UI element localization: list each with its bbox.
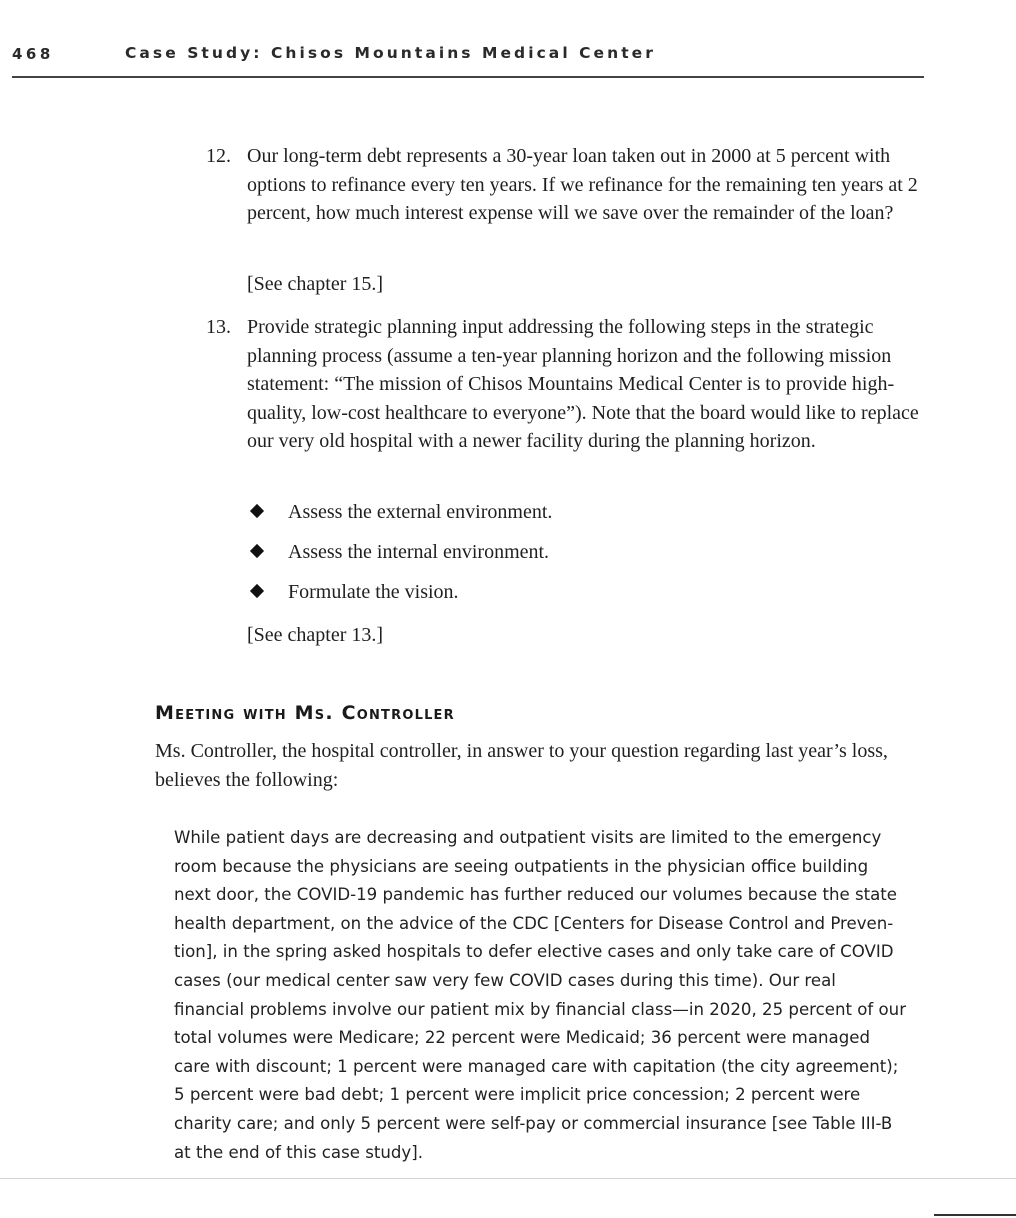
bullet-text: Assess the internal environment. bbox=[288, 541, 550, 563]
diamond-bullet-icon bbox=[250, 544, 264, 558]
page-number: 468 bbox=[12, 45, 54, 63]
bullet-text: Formulate the vision. bbox=[288, 581, 459, 603]
controller-quote: While patient days are decreasing and outpatient visits are limited to the emergency room because the physicians are seeing outpatients in the physician office building next door, the COVID-19 pandemic has further reduced our volumes because the state health department, on the advice of the CDC [Centers for Disease Control and Preven-tion], in the spring asked hospitals to defer elective cases and only take care of COVID cases (our medical center saw very few COVID cases during this time). Our real financial problems involve our patient mix by financial class—in 2020, 25 percent of our total volumes were Medicare; 22 percent were Medicaid; 36 percent were managed care with discount; 1 percent were managed care with capitation (the city agreement); 5 percent were bad debt; 1 percent were implicit price concession; 2 percent were charity care; and only 5 percent were self-pay or commercial insurance [see Table III-B at the end of this case study]. bbox=[174, 828, 907, 1162]
corner-mark bbox=[934, 1214, 1016, 1216]
chapter-reference: [See chapter 15.] bbox=[247, 273, 384, 295]
running-title: Case Study: Chisos Mountains Medical Center bbox=[125, 44, 656, 62]
bullet-item bbox=[250, 538, 670, 566]
question-text: Provide strategic planning input addressing the following steps in the strategic planning process (assume a ten-year planning horizon and the following mission statement: “The mission of Chisos Mountains Medical Center is to provide high-quality, low-cost healthcare to everyone”). Note that the board would like to replace our very old hospital with a newer facility during the planning horizon. bbox=[247, 316, 919, 453]
section-heading: Meeting with Ms. Controller bbox=[155, 702, 455, 724]
running-header bbox=[12, 42, 924, 68]
question-number: 13. bbox=[206, 316, 231, 338]
bullet-text: Assess the external environment. bbox=[288, 501, 553, 523]
question-number: 12. bbox=[206, 145, 231, 167]
diamond-bullet-icon bbox=[250, 504, 264, 518]
bullet-item bbox=[250, 578, 670, 606]
section-intro: Ms. Controller, the hospital controller, in answer to your question regarding last year’s loss, believes the following: bbox=[155, 740, 888, 791]
page-bottom-rule bbox=[0, 1178, 1016, 1179]
question-text: Our long-term debt represents a 30-year loan taken out in 2000 at 5 percent with options to refinance every ten years. If we refinance for the remaining ten years at 2 percent, how much interest expense will we save over the remainder of the loan? bbox=[247, 145, 918, 225]
header-rule bbox=[12, 76, 924, 78]
chapter-reference: [See chapter 13.] bbox=[247, 624, 384, 646]
bullet-item bbox=[250, 498, 670, 526]
diamond-bullet-icon bbox=[250, 584, 264, 598]
